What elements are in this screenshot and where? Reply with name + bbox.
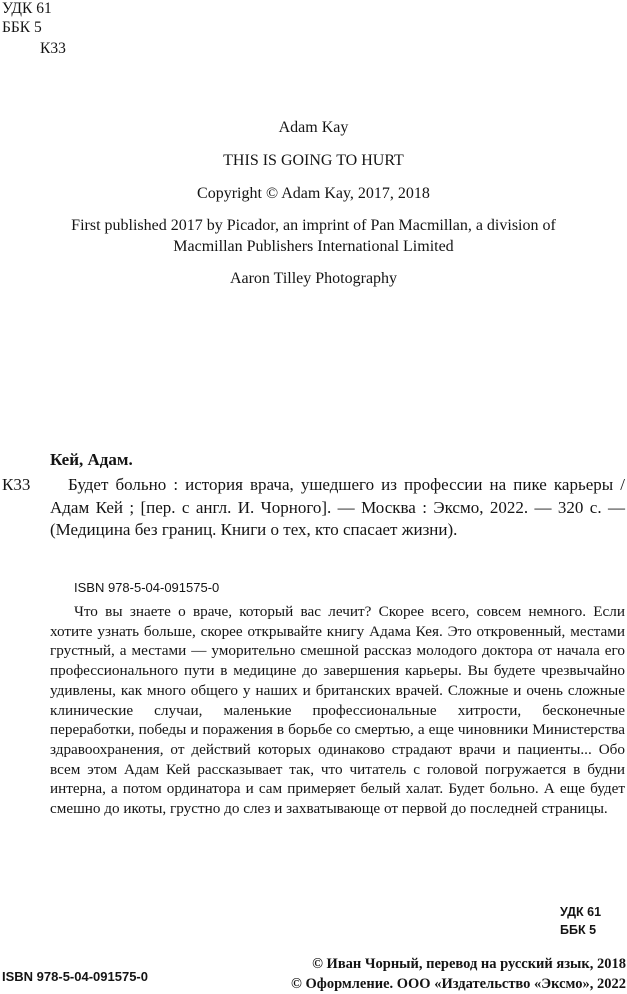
photo-credit: Aaron Tilley Photography	[229, 270, 398, 287]
original-title: THIS IS GOING TO HURT	[223, 152, 404, 169]
footer-codes	[560, 903, 624, 939]
bbk-code: ББК 5	[2, 19, 42, 36]
copyright-block	[230, 954, 626, 994]
author-mark: К33	[40, 40, 66, 57]
publisher-line-2: Macmillan Publishers International Limited	[173, 238, 454, 255]
bib-author-mark: К33	[2, 475, 31, 494]
udk-code: УДК 61	[2, 0, 52, 17]
footer-isbn: ISBN 978-5-04-091575-0	[2, 969, 148, 984]
design-copyright: © Оформление. ООО «Издательство «Эксмо», 2022	[291, 976, 626, 992]
annotation: Что вы знаете о враче, который вас лечит? Скорее всего, совсем немного. Если хотите узнать больше, скорее открывайте книгу Адама Кея. Это откровенный, местами грустный, а местами — уморительно смешной рассказ молодого доктора от начала его профессионального пути в медицине до завершения карьеры. Вы будете чрезвычайно удивлены, как много общего у наших и британских врачей. Сложные и очень сложные клинические случаи, маленькие профессиональные хитрости, бесконечные переработки, победы и поражения в борьбе со смертью, а еще чиновники Министерства здравоохранения, от действий которых одинаково страдают врачи и пациенты... Обо всем этом Адам Кей рассказывает так, что читатель с головой погружается в будни интерна, а потом ординатора и сам примеряет белый халат. Будет больно. А еще будет смешно до икоты, грустно до слез и захватывающе от первой до последней страницы.	[50, 603, 625, 818]
footer-udk: УДК 61	[560, 905, 602, 919]
original-author: Adam Kay	[278, 119, 349, 136]
isbn-record: ISBN 978-5-04-091575-0	[74, 580, 220, 595]
bib-description: Будет больно : история врача, ушедшего из профессии на пике карьеры / Адам Кей ; [пер. с англ. И. Чорного]. — Москва : Эксмо, 2022. — 320 с. — (Медицина без границ. Книги о тех, кто спасает жизни).	[50, 475, 625, 539]
publisher-line-1: First published 2017 by Picador, an imprint of Pan Macmillan, a division of	[71, 217, 556, 234]
translation-copyright: © Иван Чорный, перевод на русский язык, 2018	[312, 956, 626, 972]
bib-author-heading: Кей, Адам.	[50, 450, 133, 469]
footer-bbk: ББК 5	[560, 923, 597, 937]
original-copyright: Copyright © Adam Kay, 2017, 2018	[197, 185, 430, 202]
